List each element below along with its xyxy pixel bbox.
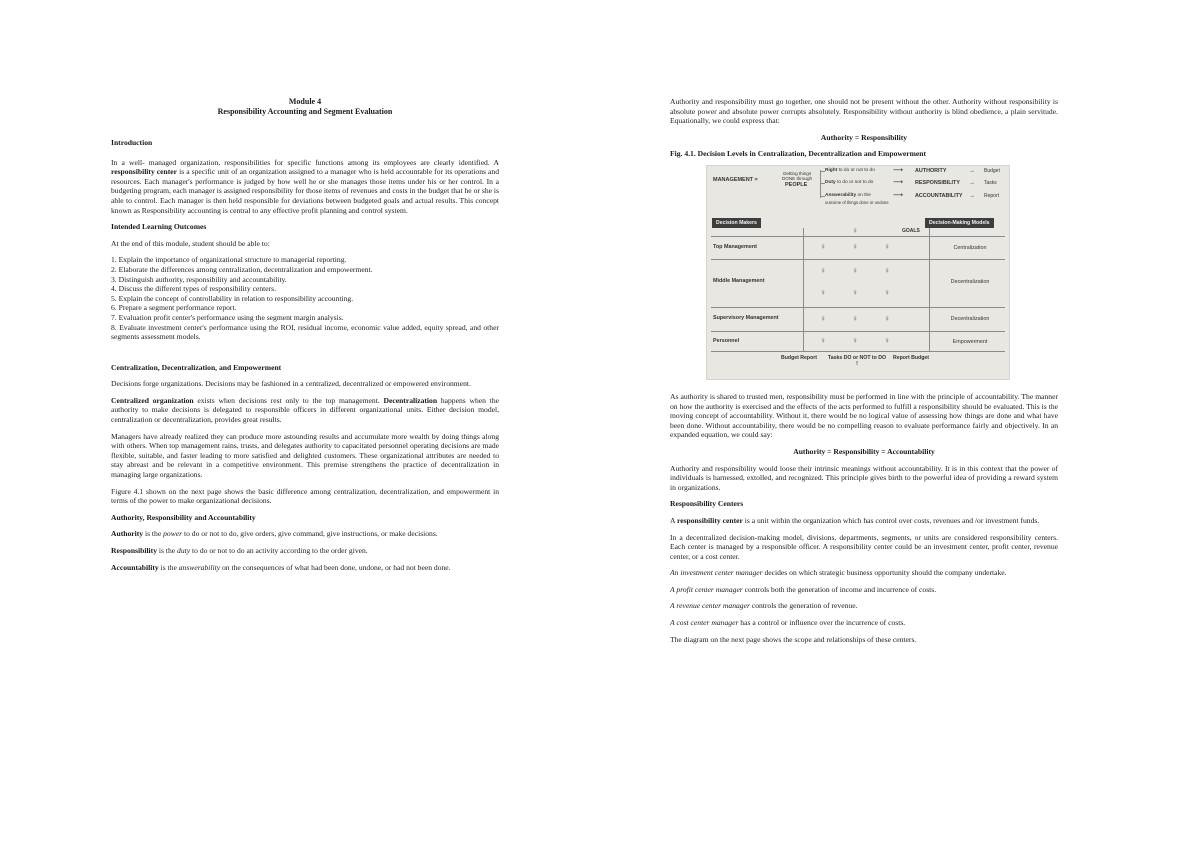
rc-cost-center: A cost center manager has a control or influence over the incurrence of costs. (670, 618, 906, 628)
person-icon: ♀ (884, 335, 890, 345)
list-item: 4. Discuss the different types of responsibility centers. (111, 284, 276, 294)
module-title: Module 4 (288, 97, 322, 106)
ilo-heading: Intended Learning Outcomes (111, 222, 207, 232)
rc-paragraph-2: In a decentralized decision-making model, divisions, departments, segments, or units are considered responsibility centers. Each center is managed by a responsible officer. A responsibility center could be an investment center, profit center, revenue center, or a cost center. (670, 532, 1058, 561)
model-centralization: Centralization (953, 244, 987, 251)
arrow-icon: ⟶ (893, 166, 904, 174)
list-item: 8. Evaluate investment center's performance using the ROI, residual income, economic value added, equity spread, and other segments assessment models. (111, 322, 499, 342)
equation-1: Authority = Responsibility (820, 132, 908, 142)
person-icon: ♀ (820, 335, 826, 345)
cde-paragraph-2: Centralized organization exists when decisions rest only to the top management. Decentralization happens when the authority to make decisions is delegated to responsible officers in different organizational units. Either decision model, centralization or decentralization, provides great results. (111, 395, 499, 425)
right-column (670, 97, 1058, 644)
ilo-intro: At the end of this module, student should be able to: (111, 238, 270, 248)
list-item: 2. Elaborate the differences among centralization, decentralization and empowerment. (111, 264, 373, 274)
equation-2: Authority = Responsibility = Accountability (793, 446, 935, 456)
fig-responsibility-label: RESPONSIBILITY (915, 179, 960, 186)
level-top-management: Top Management (713, 243, 757, 250)
left-column (111, 97, 499, 572)
model-decentralization: Decentralization (950, 315, 990, 322)
rc-diagram-note: The diagram on the next page shows the scope and relationships of these centers. (670, 634, 917, 644)
arrow-icon: → (969, 167, 975, 174)
list-item: 6. Prepare a segment performance report. (111, 303, 237, 313)
rc-profit-center: A profit center manager controls both the generation of income and incurrence of costs. (670, 584, 937, 594)
list-item: 5. Explain the concept of controllability in relation to responsibility accounting. (111, 293, 354, 303)
intro-heading: Introduction (111, 138, 153, 147)
person-icon: ♀ (852, 265, 858, 275)
level-supervisory-management: Supervisory Management (713, 314, 779, 321)
person-icon: ♀ (852, 225, 858, 235)
fig-authority-label: AUTHORITY (915, 167, 947, 174)
person-icon: ♀ (852, 241, 858, 251)
figure-title: Fig. 4.1. Decision Levels in Centralization, Decentralization and Empowerment (670, 149, 927, 159)
level-middle-management: Middle Management (713, 277, 765, 284)
model-empowerment: Empowerment (952, 338, 988, 345)
fig-duty-row: Duty to do or not to do (825, 179, 874, 185)
person-icon: ♀ (820, 265, 826, 275)
fig-answerability-row: Answerability on the (825, 192, 871, 198)
fig-management-label: MANAGEMENT = (713, 176, 758, 183)
level-personnel: Personnel (713, 337, 740, 344)
intrinsic-meaning-paragraph: Authority and responsibility would loose their intrinsic meanings without accountability. It is in this context that the power of individuals is harnessed, extolled, and recognized. This principle gives birth to the powerful idea of providing a reward system in organizations. (670, 463, 1058, 492)
cde-paragraph-4: Figure 4.1 shown on the next page shows the basic difference among centralization, decentralization, and empowerment in terms of the power to make organizational decisions. (111, 486, 499, 506)
right-page (600, 0, 1200, 849)
cde-heading: Centralization, Decentralization, and Empowerment (111, 362, 282, 372)
person-icon: ♀ (884, 265, 890, 275)
ilo-list (111, 255, 499, 341)
fig-budget-label: Budget (984, 167, 1000, 174)
fig-accountability-label: ACCOUNTABILITY (915, 192, 963, 199)
arrow-icon: → (969, 179, 975, 186)
fig-right-row: Right to do or not to do (825, 167, 875, 173)
rc-revenue-center: A revenue center manager controls the generation of revenue. (670, 601, 858, 611)
module-subtitle: Responsibility Accounting and Segment Evaluation (217, 107, 393, 116)
fig-budget-report-label: Budget Report (780, 354, 818, 361)
model-decentralization: Decentralization (950, 278, 990, 285)
person-icon: ♀ (884, 287, 890, 297)
person-icon: ♀ (852, 313, 858, 323)
person-icon: ♀ (852, 287, 858, 297)
fig-report-budget-label: Report Budget (892, 354, 930, 361)
intro-paragraph: In a well- managed organization, responsibilities for specific functions among its employees are clearly identified. A responsibility center is a specific unit of an organization assigned to a manager who is held accountable for its operations and resources. Each manager's performance is judged by how well he or she manages those items under his or her control. In a budgeting program, each manager is assigned responsibility for those items of revenues and costs in the budget that he or she is able to control. Each manager is then held responsible for deviations between budgeted goals and actual results. This concept known as Responsibility accounting is central to any effective profit planning and control system. (111, 157, 499, 215)
decision-models-box: Decision-Making Models (925, 218, 994, 228)
person-icon: ♀ (820, 241, 826, 251)
fig-goals-label: GOALS (902, 227, 920, 234)
keyword-responsibility-center: responsibility center (111, 167, 178, 177)
rc-paragraph-1: A responsibility center is a unit within the organization which has control over costs, revenues and /or investment funds. (670, 515, 1040, 525)
fig-report-label: Report (984, 192, 1000, 199)
module-title-block (111, 97, 499, 117)
cde-paragraph-3: Managers have already realized they can produce more astounding results and accumulate more wealth by doing things along with others. When top management rains, trusts, and delegates authority to capacitated personnel operating decisions are made flexible, suitable, and faster leading to more satisfied and delighted customers. These organizational attributes are needed to stay abreast and be relevant in a competitive environment. This premise strengthens the practice of decentralization in managing large organizations. (111, 431, 499, 480)
list-item: 7. Evaluation profit center's performance using the segment margin analysis. (111, 312, 344, 322)
fig-getting-things-label: Getting things DONE through (781, 170, 813, 182)
fig-outcome-note: outcome of things done or undone (825, 199, 889, 205)
arrow-icon: ⟶ (893, 178, 904, 186)
ara-heading: Authority, Responsibility and Accountability (111, 512, 256, 522)
keyword-centralized-organization: Centralized organization (111, 395, 194, 405)
list-item: 1. Explain the importance of organizational structure to managerial reporting. (111, 255, 347, 265)
decision-makers-box: Decision Makers (712, 218, 761, 228)
accountability-definition: Accountability is the answerability on the consequences of what had been done, undone, or had not been done. (111, 562, 451, 572)
person-icon: ♀ (852, 335, 858, 345)
responsibility-definition: Responsibility is the duty to do or not to do an activity according to the order given. (111, 546, 368, 555)
person-icon: ♀ (820, 287, 826, 297)
keyword-responsibility-center: responsibility center (676, 515, 743, 525)
authority-definition: Authority is the power to do or not to do, give orders, give command, give instructions, or make decisions. (111, 529, 438, 539)
cde-paragraph-1: Decisions forge organizations. Decisions may be fashioned in a centralized, decentralized or empowered environment. (111, 379, 471, 389)
keyword-decentralization: Decentralization (383, 395, 438, 405)
person-icon: ♀ (884, 313, 890, 323)
person-icon: ♀ (884, 241, 890, 251)
fig-people-label: PEOPLE (785, 181, 808, 188)
arrow-icon: ⟶ (893, 191, 904, 199)
rc-investment-center: An investment center manager decides on which strategic business opportunity should the company undertake. (670, 568, 1007, 578)
arrow-icon: → (969, 192, 975, 199)
accountability-paragraph: As authority is shared to trusted men, responsibility must be performed in line with the principle of accountability. The manner on how the authority is exercised and the effects of the acts performed to fulfill a responsibility should be evaluated. This is the moving concept of accountability. Without it, there would be no logical value of assessing how things are done and what have been done. Without accountability, there would be no compelling reason to evaluate performance fairly and objectively. In an expanded equation, we could say: (670, 391, 1058, 440)
authority-responsibility-paragraph: Authority and responsibility must go together, one should not be present without the other. Authority without responsibility is absolute power and absolute power corrupts absolutely. Responsibility without authority is blind obedience, a plain servitude. Equationally, we could express that: (670, 97, 1058, 126)
fig-tasks-label: Tasks (984, 179, 997, 186)
decision-levels-figure (706, 165, 1010, 380)
list-item: 3. Distinguish authority, responsibility and accountability. (111, 274, 287, 284)
rc-heading: Responsibility Centers (670, 499, 744, 509)
fig-tasks-do-label: Tasks DO or NOT to DO ! (827, 354, 887, 367)
person-icon: ♀ (820, 313, 826, 323)
